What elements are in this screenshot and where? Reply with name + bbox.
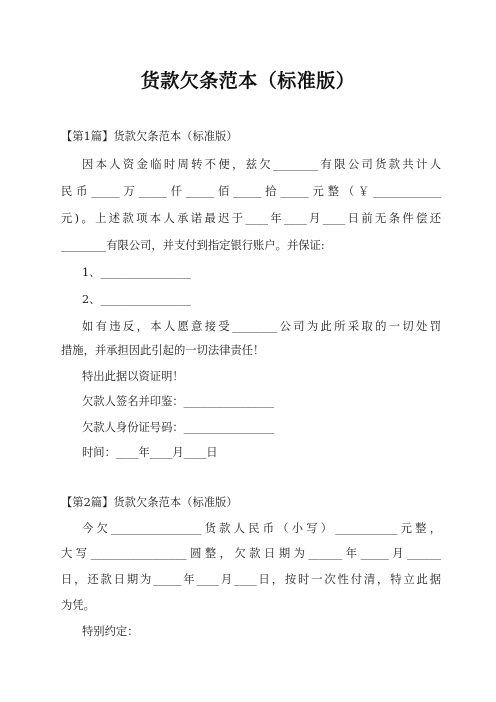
section-1-line: 元)。上述款项本人承诺最迟于____年____月____日前无条件偿还 <box>61 212 441 225</box>
debtor-id-line: 欠款人身份证号码：________________ <box>82 421 275 434</box>
section-1-line: ________有限公司，并支付到指定银行账户。并保证: <box>61 239 325 252</box>
section-2-line: 今欠________________货款人民币（小写）___________元整， <box>82 522 441 535</box>
section-2-line: 特别约定： <box>82 625 139 638</box>
section-2-heading: 【第2篇】货款欠条范本（标准版） <box>61 496 238 509</box>
section-1-list-item: 2、________________ <box>82 293 191 306</box>
section-1-heading: 【第1篇】货款欠条范本（标准版） <box>61 130 238 143</box>
section-1-line: 特出此据以资证明！ <box>82 370 184 383</box>
section-2-line: 大写_________________圆整，欠款日期为______年_____月______ <box>61 547 441 560</box>
section-1-line: 如有违反，本人愿意接受________公司为此所采取的一切处罚 <box>82 320 441 333</box>
date-line: 时间：____年____月____日 <box>82 446 218 459</box>
document-title: 货款欠条范本（标准版） <box>140 70 356 92</box>
section-1-line: 措施，并承担因此引起的一切法律责任！ <box>61 344 265 357</box>
section-2-line: 为凭。 <box>61 599 95 612</box>
debtor-signature-line: 欠款人签名并印鉴：________________ <box>82 395 275 408</box>
section-1-list-item: 1、________________ <box>82 266 191 279</box>
section-1-line: 民币_____万_____仟_____佰_____拾_____元整（￥____________ <box>61 185 441 198</box>
section-2-line: 日，还款日期为_____年____月____日，按时一次性付清，特立此据 <box>61 573 441 586</box>
section-1-line: 因本人资金临时周转不便，兹欠________有限公司货款共计人 <box>82 158 441 171</box>
